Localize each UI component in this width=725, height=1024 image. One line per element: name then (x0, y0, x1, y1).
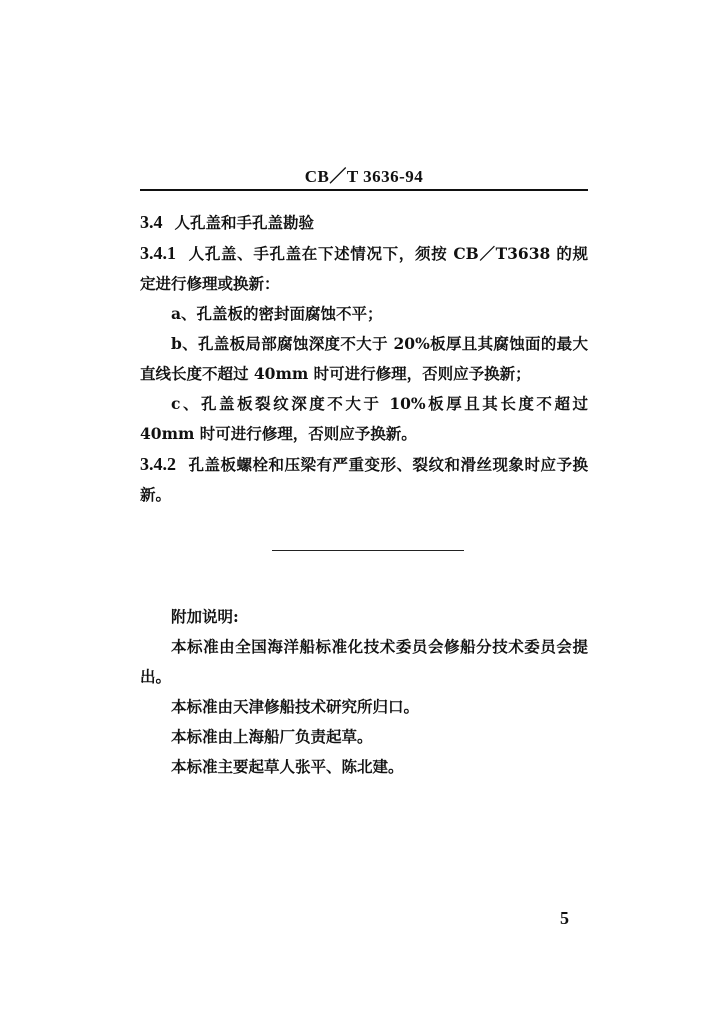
clause-number: 3.4.1 (140, 243, 176, 263)
header-rule (140, 189, 588, 191)
notes-line: 本标准由全国海洋船标准化技术委员会修船分技术委员会提出。 (140, 637, 588, 686)
clause-text: 人孔盖、手孔盖在下述情况下，须按 CB／T3638 的规定进行修理或换新： (140, 244, 588, 293)
list-item-c: c、孔盖板裂纹深度不大于 10%板厚且其长度不超过 40mm 时可进行修理，否则应予换新。 (140, 394, 588, 443)
list-item-b: b、孔盖板局部腐蚀深度不大于 20%板厚且其腐蚀面的最大直线长度不超过 40mm 时可进行修理，否则应予换新； (140, 334, 588, 383)
clause-3-4-1 (140, 238, 588, 299)
additional-notes (140, 602, 588, 782)
section-title: 人孔盖和手孔盖勘验 (174, 213, 315, 232)
notes-heading: 附加说明: (171, 607, 239, 626)
clause-text: 孔盖板螺栓和压梁有严重变形、裂纹和滑丝现象时应予换新。 (140, 455, 588, 504)
clause-number: 3.4.2 (140, 454, 176, 474)
section-content (140, 207, 588, 510)
page-number: 5 (560, 908, 569, 928)
standard-code-header: CB／T 3636-94 (304, 167, 424, 186)
clause-3-4-2 (140, 449, 588, 510)
notes-line: 本标准由上海船厂负责起草。 (171, 727, 373, 746)
end-separator-line (272, 550, 464, 551)
notes-line: 本标准由天津修船技术研究所归口。 (171, 697, 420, 716)
section-number: 3.4 (140, 212, 163, 232)
list-item-a: a、孔盖板的密封面腐蚀不平； (171, 304, 383, 323)
notes-line: 本标准主要起草人张平、陈北建。 (171, 757, 404, 776)
section-heading (140, 207, 588, 238)
